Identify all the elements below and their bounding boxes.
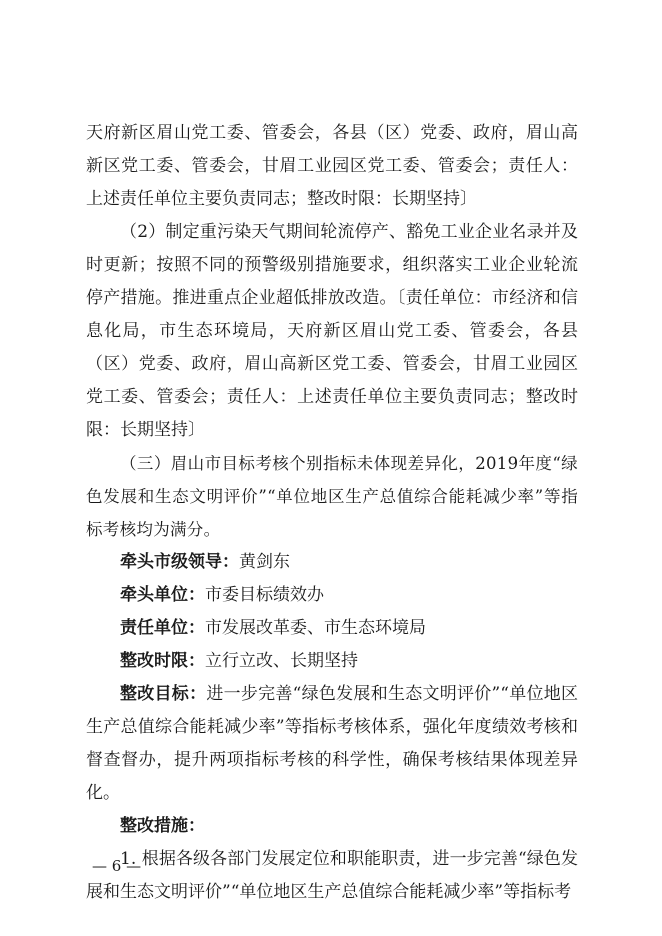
lead-unit-value: 市委目标绩效办 [205, 585, 324, 605]
responsible-unit-value: 市发展改革委、市生态环境局 [205, 618, 426, 638]
paragraph-responsible-units-continued: 天府新区眉山党工委、管委会，各县（区）党委、政府，眉山高新区党工委、管委会，甘眉工业园区党工委、管委会；责任人：上述责任单位主要负责同志；整改时限：长期坚持〕 [86, 123, 578, 209]
field-responsible-unit [86, 612, 578, 645]
field-rectification-goal [86, 678, 578, 810]
field-rectification-measures [86, 810, 578, 843]
goal-value: 进一步完善“绿色发展和生态文明评价”“单位地区生产总值综合能耗减少率”等指标考核体系，强化年度绩效考核和督查督办，提升两项指标考核的科学性，确保考核结果体现差异化。 [86, 684, 579, 803]
deadline-label: 整改时限： [120, 651, 205, 671]
lead-leader-value: 黄剑东 [239, 552, 290, 572]
measures-label: 整改措施： [120, 816, 205, 836]
field-deadline [86, 645, 578, 678]
responsible-unit-label: 责任单位： [120, 618, 205, 638]
paragraph-measure-1: 1. 根据各级各部门发展定位和职能职责，进一步完善“绿色发展和生态文明评价”“单位地区生产总值综合能耗减少率”等指标考 [86, 849, 578, 902]
paragraph-issue-three: （三）眉山市目标考核个别指标未体现差异化，2019年度“绿色发展和生态文明评价”“单位地区生产总值综合能耗减少率”等指标考核均为满分。 [86, 454, 578, 539]
field-lead-leader [86, 546, 578, 579]
lead-leader-label: 牵头市级领导： [120, 552, 239, 572]
field-lead-unit [86, 579, 578, 612]
paragraph-measure-2: （2）制定重污染天气期间轮流停产、豁免工业企业名录并及时更新；按照不同的预警级别措施要求，组织落实工业企业轮流停产措施。推进重点企业超低排放改造。〔责任单位：市经济和信息化局，市生态环境局，天府新区眉山党工委、管委会，各县（区）党委、政府，眉山高新区党工委、管委会，甘眉工业园区党工委、管委会；责任人：上述责任单位主要负责同志；整改时限：长期坚持〕 [86, 222, 578, 440]
deadline-value: 立行立改、长期坚持 [205, 651, 358, 671]
lead-unit-label: 牵头单位： [120, 585, 205, 605]
goal-label: 整改目标： [120, 684, 207, 704]
page-number: — 6 — [92, 857, 142, 875]
document-body [86, 117, 578, 909]
